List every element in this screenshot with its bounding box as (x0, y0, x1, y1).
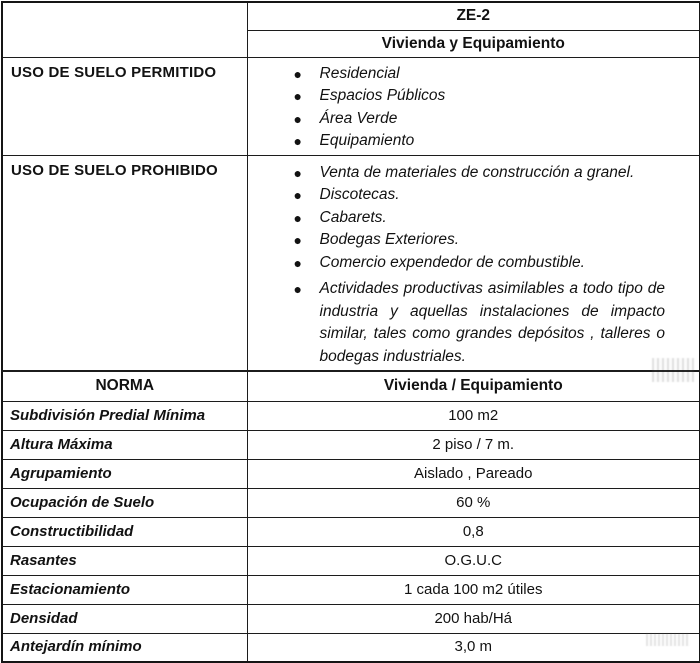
table-row (2, 575, 700, 604)
table-row (2, 57, 700, 155)
table-row (2, 430, 700, 459)
norm-value: 60 % (247, 488, 700, 517)
norm-label: Agrupamiento (2, 459, 247, 488)
permitted-uses-label: USO DE SUELO PERMITIDO (2, 57, 247, 155)
norm-value: 200 hab/Há (247, 604, 700, 633)
table-row (2, 2, 700, 30)
norm-label: Densidad (2, 604, 247, 633)
table-row (2, 488, 700, 517)
norm-label: Constructibilidad (2, 517, 247, 546)
norm-value: Aislado , Pareado (247, 459, 700, 488)
norma-header-value: Vivienda / Equipamiento (247, 371, 700, 401)
list-item-text: Discotecas. (319, 186, 400, 203)
bullet-icon: ● (293, 88, 302, 104)
zone-title: Vivienda y Equipamiento (247, 30, 700, 57)
table-row (2, 401, 700, 430)
list-item-text: Residencial (319, 64, 400, 82)
table-row (2, 517, 700, 546)
list-item-text: Bodegas Exteriores. (319, 231, 460, 248)
bullet-icon: ● (293, 254, 302, 271)
list-item (256, 184, 692, 207)
norm-value: 3,0 m (247, 633, 700, 662)
bullet-icon: ● (293, 209, 302, 226)
norm-value: 2 piso / 7 m. (247, 430, 700, 459)
bullet-icon: ● (293, 164, 302, 181)
table-row (2, 371, 700, 401)
list-item (256, 229, 692, 252)
prohibited-uses-cell (247, 155, 700, 371)
table-row (2, 546, 700, 575)
list-item (256, 108, 692, 131)
list-item (256, 130, 692, 153)
list-item-text: Equipamiento (319, 132, 415, 149)
norm-label: Altura Máxima (2, 430, 247, 459)
bullet-icon: ● (293, 187, 302, 203)
permitted-uses-cell (247, 57, 700, 155)
list-item-text: Área Verde (319, 109, 398, 127)
prohibited-uses-label: USO DE SUELO PROHIBIDO (2, 155, 247, 371)
bullet-icon: ● (293, 110, 302, 127)
table-row (2, 604, 700, 633)
list-item (256, 85, 692, 108)
list-item (256, 278, 692, 368)
list-item (256, 207, 692, 230)
norm-label: Estacionamiento (2, 575, 247, 604)
norm-label: Ocupación de Suelo (2, 488, 247, 517)
norm-value: 0,8 (247, 517, 700, 546)
prohibited-uses-list (256, 162, 692, 369)
corner-empty-cell (2, 2, 247, 57)
norm-label: Rasantes (2, 546, 247, 575)
list-item (256, 63, 692, 86)
list-item-text: Espacios Públicos (319, 87, 446, 104)
list-item-text: Actividades productivas asimilables a todo tipo de industria y aquellas instalaciones de impacto similar, tales como grandes depósitos , talleres o bodegas industriales. (319, 280, 665, 365)
bullet-icon: ● (293, 281, 302, 297)
norm-label: Antejardín mínimo (2, 633, 247, 662)
bullet-icon: ● (293, 232, 302, 248)
list-item-text: Comercio expendedor de combustible. (319, 253, 585, 271)
norm-value: 1 cada 100 m2 útiles (247, 575, 700, 604)
list-item (256, 252, 692, 275)
list-item (256, 162, 692, 185)
norm-value: 100 m2 (247, 401, 700, 430)
table-row (2, 459, 700, 488)
bullet-icon: ● (293, 133, 302, 149)
norm-label: Subdivisión Predial Mínima (2, 401, 247, 430)
norm-value: O.G.U.C (247, 546, 700, 575)
bullet-icon: ● (293, 65, 302, 82)
list-item-text: Venta de materiales de construcción a granel. (319, 163, 635, 181)
list-item-text: Cabarets. (319, 208, 387, 226)
norma-header-label: NORMA (2, 371, 247, 401)
zone-code: ZE-2 (247, 2, 700, 30)
zoning-table (1, 1, 700, 663)
permitted-uses-list (256, 63, 692, 153)
table-row (2, 155, 700, 371)
